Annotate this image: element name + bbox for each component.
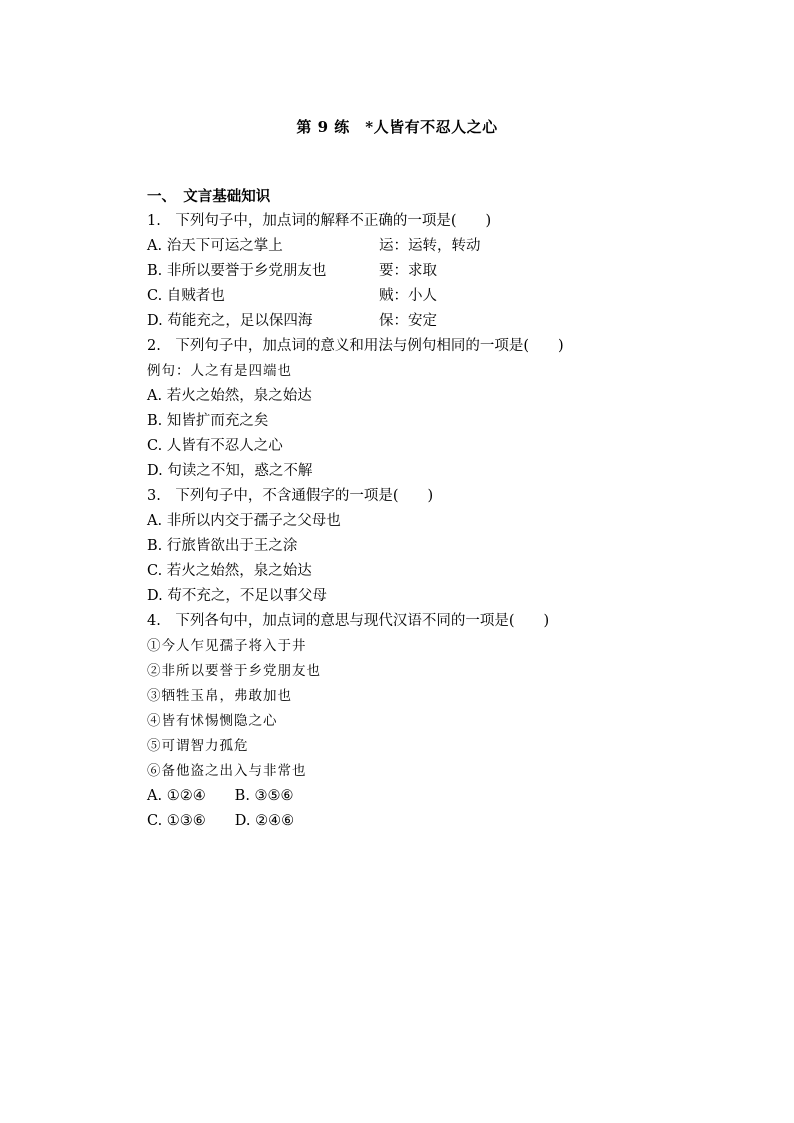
question-2-option-d: D. 句读之不知，惑之不解	[147, 463, 313, 479]
exercise-content	[147, 184, 667, 834]
option-text: D. 苟能充之，足以保四海	[147, 313, 313, 329]
question-4-answers-ab: A. ①②④ B. ③⑤⑥	[147, 788, 294, 804]
question-4-item-3: ③牺牲玉帛，弗敢加也	[147, 688, 292, 704]
question-2-example: 例句：人之有是四端也	[147, 363, 292, 379]
page-title: 第 9 练 *人皆有不忍人之心	[296, 118, 498, 136]
question-2-stem: 2. 下列句子中，加点词的意义和用法与例句相同的一项是( )	[147, 338, 564, 354]
question-4-stem: 4. 下列各句中，加点词的意思与现代汉语不同的一项是( )	[147, 613, 550, 629]
section-heading: 一、 文言基础知识	[147, 188, 271, 205]
question-4-item-5: ⑤可谓智力孤危	[147, 738, 249, 754]
question-3-option-a: A. 非所以内交于孺子之父母也	[147, 513, 341, 529]
option-text: A. 治天下可运之掌上	[147, 238, 283, 254]
option-gloss: 运：运转，转动	[379, 238, 481, 254]
question-4-item-6: ⑥备他盗之出入与非常也	[147, 763, 307, 779]
question-3-option-c: C. 若火之始然，泉之始达	[147, 563, 312, 579]
question-2-option-b: B. 知皆扩而充之矣	[147, 413, 269, 429]
option-text: B. 非所以要誉于乡党朋友也	[147, 263, 327, 279]
question-4-item-2: ②非所以要誉于乡党朋友也	[147, 663, 321, 679]
option-gloss: 保：安定	[379, 313, 437, 329]
question-3-option-d: D. 苟不充之，不足以事父母	[147, 588, 327, 604]
question-4-item-4: ④皆有怵惕恻隐之心	[147, 713, 278, 729]
question-1-option-b	[147, 259, 667, 284]
question-2-option-c: C. 人皆有不忍人之心	[147, 438, 283, 454]
option-gloss: 要：求取	[379, 263, 437, 279]
option-gloss: 贼：小人	[379, 288, 437, 304]
question-2-option-a: A. 若火之始然，泉之始达	[147, 388, 312, 404]
question-4-item-1: ①今人乍见孺子将入于井	[147, 638, 307, 654]
question-3-option-b: B. 行旅皆欲出于王之涂	[147, 538, 298, 554]
question-1-option-d	[147, 309, 667, 334]
question-1-option-a	[147, 234, 667, 259]
question-1-option-c	[147, 284, 667, 309]
question-3-stem: 3. 下列句子中，不含通假字的一项是( )	[147, 488, 434, 504]
question-4-answers-cd: C. ①③⑥ D. ②④⑥	[147, 813, 295, 829]
option-text: C. 自贼者也	[147, 288, 225, 304]
question-1-stem: 1. 下列句子中，加点词的解释不正确的一项是( )	[147, 213, 492, 229]
